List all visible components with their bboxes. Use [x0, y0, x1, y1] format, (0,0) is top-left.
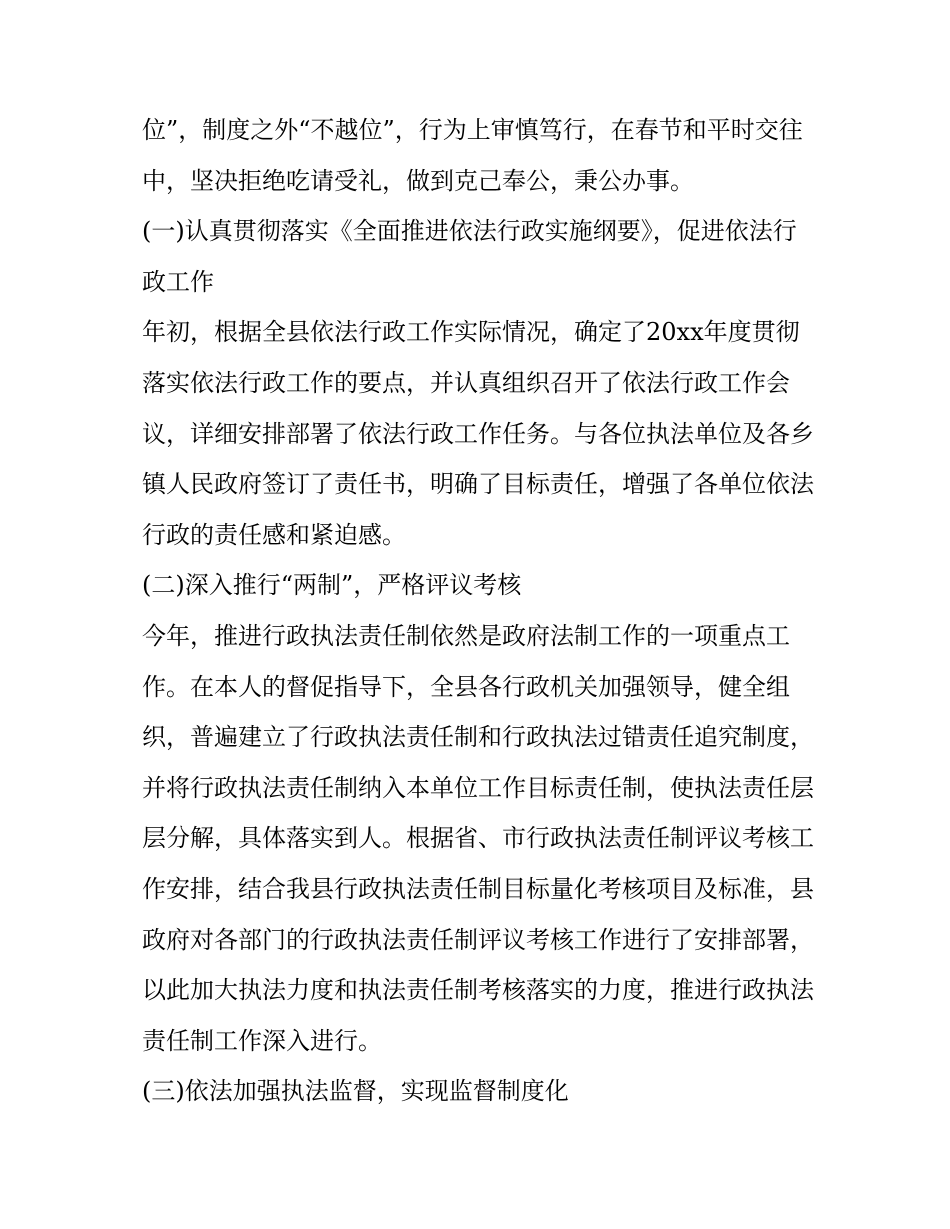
paragraph-section-2: 今年，推进行政执法责任制依然是政府法制工作的一项重点工作。在本人的督促指导下，全县各行政机关加强领导，健全组织，普遍建立了行政执法责任制和行政执法过错责任追究制度，并将行政执法责任制纳入本单位工作目标责任制，使执法责任层层分解，具体落实到人。根据省、市行政执法责任制评议考核工作安排，结合我县行政执法责任制目标量化考核项目及标准，县政府对各部门的行政执法责任制评议考核工作进行了安排部署，以此加大执法力度和执法责任制考核落实的力度，推进行政执法责任制工作深入进行。: [142, 621, 814, 1055]
paragraph-section-1: 年初，根据全县依法行政工作实际情况，确定了20xx年度贯彻落实依法行政工作的要点，并认真组织召开了依法行政工作会议，详细安排部署了依法行政工作任务。与各位执法单位及各乡镇人民政府签订了责任书，明确了目标责任，增强了各单位依法行政的责任感和紧迫感。: [142, 318, 814, 549]
section-heading-3: (三)依法加强执法监督，实现监督制度化: [142, 1077, 569, 1106]
paragraph-continuation: 位”，制度之外“不越位”，行为上审慎笃行，在春节和平时交往中，坚决拒绝吃请受礼，做到克己奉公，秉公办事。: [142, 116, 803, 195]
section-heading-1: (一)认真贯彻落实《全面推进依法行政实施纲要》，促进依法行政工作: [142, 217, 797, 296]
document-body: [142, 105, 814, 1117]
section-heading-2: (二)深入推行“两制”，严格评议考核: [142, 571, 522, 600]
